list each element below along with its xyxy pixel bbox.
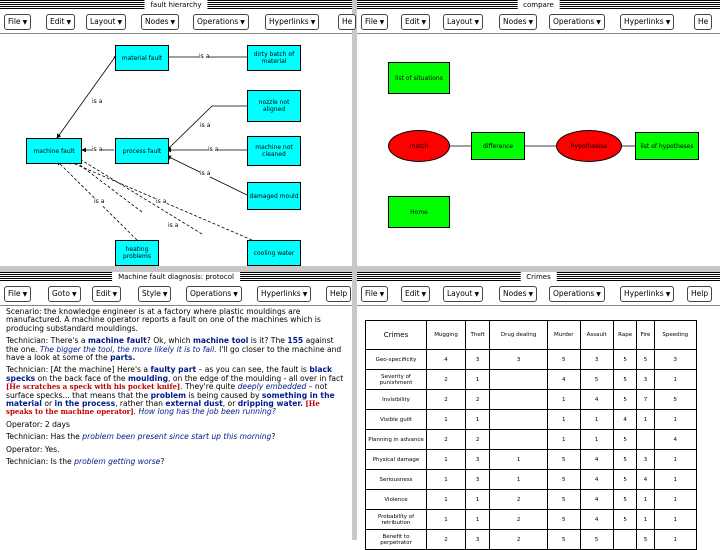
grid-cell[interactable]: 2	[427, 390, 466, 410]
window-title: fault hierarchy	[144, 0, 207, 10]
grid-cell[interactable]: 1	[548, 410, 581, 430]
protocol-text	[6, 308, 344, 471]
row-label[interactable]: Physical damage	[366, 450, 427, 470]
operator-answer-1: Operator: 2 days	[6, 419, 70, 429]
menubar	[0, 11, 352, 34]
grid-cell[interactable]: 5	[613, 350, 637, 370]
hyperlink-155[interactable]: 155	[287, 336, 304, 346]
grid-cell[interactable]: 3	[637, 450, 654, 470]
row-label[interactable]: Invisibility	[366, 390, 427, 410]
hyperlink-moulding[interactable]: moulding	[128, 373, 169, 383]
menu-style[interactable]: Style ▼	[138, 286, 171, 302]
grid-cell[interactable]: 1	[427, 470, 466, 490]
grid-cell[interactable]: 2	[490, 530, 548, 550]
row-label[interactable]: Geo-specificity	[366, 350, 427, 370]
menu-nodes[interactable]: Nodes ▼	[141, 14, 179, 30]
scenario-paragraph: Scenario: the knowledge engineer is at a factory where plastic mouldings are manufactured. A machine operator reports a fault on one of the machines which is producing substandard mouldings.	[6, 307, 321, 333]
triangle-down-icon: ▼	[379, 19, 385, 26]
row-label[interactable]: Benefit to perpetrator	[366, 530, 427, 550]
window-title: compare	[517, 0, 560, 10]
grid-header-row	[366, 321, 697, 350]
grid-cell[interactable]: 2	[466, 430, 490, 450]
grid-cell[interactable]: 1	[580, 430, 613, 450]
column-header[interactable]: Drug dealing	[490, 321, 548, 350]
menu-operations[interactable]: Operations ▼	[549, 286, 605, 302]
grid-cell[interactable]: 1	[654, 530, 696, 550]
grid-cell[interactable]: 5	[613, 470, 637, 490]
menu-operations[interactable]: Operations ▼	[193, 14, 249, 30]
table-row	[366, 510, 697, 530]
grid-cell[interactable]: 3	[580, 350, 613, 370]
menu-file[interactable]: File ▼	[4, 14, 31, 30]
menu-hyperlinks[interactable]: Hyperlinks ▼	[265, 14, 319, 30]
menu-operations[interactable]: Operations ▼	[186, 286, 242, 302]
hyperlink-deeply-embedded[interactable]: deeply embedded	[237, 382, 307, 392]
grid-cell[interactable]: 3	[466, 450, 490, 470]
grid-cell[interactable]: 1	[548, 430, 581, 450]
menu-help[interactable]: He	[694, 14, 712, 30]
menu-edit[interactable]: Edit ▼	[46, 14, 75, 30]
menu-edit[interactable]: Edit ▼	[401, 14, 430, 30]
hyperlink-machine-tool[interactable]: machine tool	[192, 336, 249, 346]
window-titlebar[interactable]	[357, 0, 720, 10]
node-cooling-water[interactable]: cooling water	[247, 240, 301, 266]
node-process-fault[interactable]: process fault	[115, 138, 169, 164]
grid-cell[interactable]: 1	[466, 370, 490, 390]
menu-hyperlinks[interactable]: Hyperlinks ▼	[620, 14, 674, 30]
hyperlink-parts[interactable]: parts.	[110, 353, 136, 363]
hyperlink-faulty-part[interactable]: faulty part	[150, 365, 197, 375]
grid-cell[interactable]: 5	[580, 370, 613, 390]
grid-cell[interactable]: 1	[427, 410, 466, 430]
grid-cell[interactable]: 5	[548, 530, 581, 550]
hyperlink-machine-fault[interactable]: machine fault	[87, 336, 147, 346]
grid-cell[interactable]: 4	[654, 430, 696, 450]
triangle-down-icon: ▼	[71, 291, 77, 298]
hyperlink-problem-present[interactable]: problem been present since start up this morning	[82, 432, 272, 442]
column-header[interactable]: Murder	[548, 321, 581, 350]
grid-cell[interactable]: 2	[490, 490, 548, 510]
annotation-speaks: [He speaks to the machine operator]	[6, 399, 320, 417]
grid-cell[interactable]: 4	[580, 490, 613, 510]
row-label[interactable]: Severity of punishment	[366, 370, 427, 390]
edge-label: is a	[156, 198, 167, 205]
grid-cell[interactable]: 2	[427, 530, 466, 550]
triangle-down-icon: ▼	[22, 19, 28, 26]
grid-cell[interactable]: 1	[637, 510, 654, 530]
hyperlink-dripping-water[interactable]: dripping water.	[237, 399, 303, 409]
graph-canvas[interactable]	[2, 34, 350, 263]
grid-cell[interactable]: 5	[613, 510, 637, 530]
triangle-down-icon: ▼	[665, 19, 671, 26]
fault-hierarchy-window	[0, 0, 352, 266]
grid-cell[interactable]: 4	[427, 350, 466, 370]
grid-cell[interactable]: 1	[427, 490, 466, 510]
triangle-down-icon: ▼	[310, 19, 316, 26]
technician-paragraph-1: Technician: There's a machine fault? Ok, which machine tool is it? The 155 against the one. The bigger the tool, the more likely it is to fail. I'll go closer to the machine and have a look at some of the parts.	[6, 336, 342, 363]
triangle-down-icon: ▼	[112, 291, 118, 298]
triangle-down-icon: ▼	[233, 291, 238, 298]
node-material-fault[interactable]: material fault	[115, 45, 169, 71]
column-header[interactable]: Speeding	[654, 321, 696, 350]
grid-cell[interactable]: 1	[654, 370, 696, 390]
grid-cell[interactable]: 2	[427, 370, 466, 390]
grid-cell[interactable]: 4	[548, 370, 581, 390]
technician-question-3: Technician: Is the problem getting worse?	[6, 457, 165, 467]
grid-cell[interactable]: 5	[548, 490, 581, 510]
menubar	[357, 11, 720, 34]
menu-file[interactable]: File ▼	[361, 286, 388, 302]
node-nozzle[interactable]: nozzle not aligned	[247, 90, 301, 122]
grid-cell[interactable]: 5	[613, 430, 637, 450]
grid-cell[interactable]: 1	[466, 410, 490, 430]
repertory-grid	[365, 320, 697, 550]
triangle-down-icon: ▼	[117, 19, 123, 26]
grid-cell[interactable]	[490, 410, 548, 430]
grid-cell[interactable]: 4	[580, 510, 613, 530]
triangle-down-icon: ▼	[162, 291, 168, 298]
triangle-down-icon: ▼	[421, 19, 427, 26]
triangle-down-icon: ▼	[421, 291, 427, 298]
grid-cell[interactable]	[613, 530, 637, 550]
node-damaged-mould[interactable]: damaged mould	[247, 182, 301, 210]
grid-cell[interactable]: 1	[466, 490, 490, 510]
menu-hyperlinks[interactable]: Hyperlinks ▼	[257, 286, 311, 302]
node-list-of-hypotheses[interactable]: list of hypotheses	[635, 132, 699, 160]
menu-help[interactable]: Help	[687, 286, 712, 302]
grid-cell[interactable]: 4	[580, 450, 613, 470]
hyperlink-material[interactable]: something in the material	[6, 390, 335, 409]
grid-cell[interactable]: 4	[580, 470, 613, 490]
table-row	[366, 390, 697, 410]
grid-cell[interactable]: 2	[466, 390, 490, 410]
menu-nodes[interactable]: Nodes ▼	[499, 14, 537, 30]
node-heating-problems[interactable]: heating problems	[115, 240, 159, 266]
triangle-down-icon: ▼	[474, 291, 480, 298]
grid-cell[interactable]: 2	[427, 430, 466, 450]
hyperlink-bigger-tool[interactable]: The bigger the tool, the more likely it is to fail.	[39, 344, 217, 354]
edge-label: is a	[200, 170, 211, 177]
grid-cell[interactable]	[490, 430, 548, 450]
triangle-down-icon: ▼	[240, 19, 245, 26]
compare-window	[357, 0, 720, 266]
grid-cell[interactable]: 1	[427, 510, 466, 530]
edge-label: is a	[208, 146, 219, 153]
row-label[interactable]: Violence	[366, 490, 427, 510]
column-header[interactable]: Rape	[613, 321, 637, 350]
operator-answer-2: Operator: Yes.	[6, 444, 60, 454]
node-match[interactable]: match	[388, 130, 450, 162]
grid-cell[interactable]: 3	[654, 350, 696, 370]
grid-cell[interactable]: 5	[613, 490, 637, 510]
node-hypothesise[interactable]: hypothesise	[556, 130, 622, 162]
grid-cell[interactable]	[490, 390, 548, 410]
protocol-text-area[interactable]	[2, 308, 350, 537]
technician-paragraph-2: Technician: [At the machine] Here's a faulty part – as you can see, the fault is black specks on the back face of the moulding, on the edge of the moulding - all over in fact [He scratches a speck with his pocket knife]. They're quite deeply embedded – not surface specks... that means that the problem is being caused by something in the material or in the process, rather than external dust, or dripping water. [He speaks to the machine operator]. How long has the job been running?	[6, 365, 344, 417]
grid-cell[interactable]: 1	[654, 450, 696, 470]
triangle-down-icon: ▼	[66, 19, 72, 26]
triangle-down-icon: ▼	[379, 291, 385, 298]
grid-cell[interactable]: 1	[637, 490, 654, 510]
grid-cell[interactable]: 1	[548, 390, 581, 410]
node-not-cleaned[interactable]: machine not cleaned	[247, 136, 301, 166]
grid-cell[interactable]: 3	[466, 470, 490, 490]
edge-label: is a	[199, 53, 210, 60]
node-list-of-situations[interactable]: list of situations	[388, 62, 450, 94]
edge-label: is a	[168, 222, 179, 229]
crimes-window	[357, 272, 720, 546]
grid-cell[interactable]: 5	[613, 370, 637, 390]
grid-cell[interactable]: 2	[490, 510, 548, 530]
menu-layout[interactable]: Layout ▼	[443, 286, 483, 302]
edge-label: is a	[94, 198, 105, 205]
menu-goto[interactable]: Goto ▼	[48, 286, 81, 302]
grid-cell[interactable]: 1	[490, 470, 548, 490]
node-dirty-batch[interactable]: dirty batch of material	[247, 45, 301, 71]
grid-cell[interactable]: 3	[490, 350, 548, 370]
grid-cell[interactable]: 5	[654, 390, 696, 410]
table-row	[366, 470, 697, 490]
menu-operations[interactable]: Operations ▼	[549, 14, 605, 30]
grid-cell[interactable]: 1	[654, 510, 696, 530]
window-title: Crimes	[520, 272, 556, 282]
table-row	[366, 430, 697, 450]
edge-label: is a	[92, 98, 103, 105]
menu-help[interactable]: He	[338, 14, 356, 30]
grid-cell[interactable]: 3	[466, 530, 490, 550]
grid-cell[interactable]: 3	[466, 350, 490, 370]
hyperlink-process[interactable]: in the process	[54, 399, 116, 409]
triangle-down-icon: ▼	[528, 19, 534, 26]
graph-canvas[interactable]	[359, 34, 718, 263]
edge-label: is a	[92, 146, 103, 153]
hyperlink-how-long[interactable]: . How long has the job been running?	[133, 407, 276, 417]
table-row	[366, 350, 697, 370]
grid-cell[interactable]: 1	[654, 410, 696, 430]
column-header[interactable]: Fire	[637, 321, 654, 350]
grid-cell[interactable]: 5	[613, 390, 637, 410]
technician-question-2: Technician: Has the problem been present since start up this morning?	[6, 432, 276, 442]
menu-layout[interactable]: Layout ▼	[86, 14, 126, 30]
grid-cell[interactable]: 5	[580, 530, 613, 550]
triangle-down-icon: ▼	[528, 291, 534, 298]
menu-hyperlinks[interactable]: Hyperlinks ▼	[620, 286, 674, 302]
column-header[interactable]: Mugging	[427, 321, 466, 350]
triangle-down-icon: ▼	[596, 291, 601, 298]
row-label[interactable]: Planning in advance	[366, 430, 427, 450]
grid-cell[interactable]	[490, 370, 548, 390]
window-titlebar[interactable]	[357, 272, 720, 282]
grid-cell[interactable]: 5	[548, 350, 581, 370]
menu-file[interactable]: File ▼	[361, 14, 388, 30]
grid-cell[interactable]: 1	[637, 410, 654, 430]
grid-cell[interactable]: 5	[548, 450, 581, 470]
menu-help[interactable]: Help	[326, 286, 351, 302]
menu-file[interactable]: File ▼	[4, 286, 31, 302]
row-label[interactable]: Visible guilt	[366, 410, 427, 430]
triangle-down-icon: ▼	[302, 291, 308, 298]
hyperlink-external-dust[interactable]: external dust	[165, 399, 223, 409]
table-row	[366, 370, 697, 390]
menu-edit[interactable]: Edit ▼	[92, 286, 121, 302]
grid-cell[interactable]: 1	[580, 410, 613, 430]
menubar	[0, 283, 352, 306]
triangle-down-icon: ▼	[474, 19, 480, 26]
edge-label: is a	[200, 122, 211, 129]
table-row	[366, 530, 697, 550]
table-row	[366, 410, 697, 430]
node-machine-fault[interactable]: machine fault	[26, 138, 82, 164]
triangle-down-icon: ▼	[665, 291, 671, 298]
window-titlebar[interactable]	[0, 272, 352, 282]
menu-edit[interactable]: Edit ▼	[401, 286, 430, 302]
grid-corner-label[interactable]: Crimes	[366, 321, 427, 350]
column-header[interactable]: Assault	[580, 321, 613, 350]
table-row	[366, 490, 697, 510]
menubar	[357, 283, 720, 306]
triangle-down-icon: ▼	[170, 19, 176, 26]
row-label[interactable]: Seriousness	[366, 470, 427, 490]
grid-cell[interactable]: 5	[613, 450, 637, 470]
grid-cell[interactable]: 1	[654, 470, 696, 490]
protocol-window	[0, 272, 352, 540]
grid-cell[interactable]: 3	[637, 370, 654, 390]
node-difference[interactable]: difference	[471, 132, 525, 160]
grid-cell[interactable]: 5	[637, 350, 654, 370]
node-home[interactable]: Home	[388, 196, 450, 228]
hyperlink-black-specks[interactable]: black specks	[6, 365, 333, 383]
grid-cell[interactable]: 1	[466, 510, 490, 530]
grid-cell[interactable]	[637, 430, 654, 450]
grid-cell[interactable]: 4	[637, 470, 654, 490]
hyperlink-getting-worse[interactable]: problem getting worse	[74, 457, 161, 467]
grid-cell[interactable]: 7	[637, 390, 654, 410]
grid-cell[interactable]: 5	[637, 530, 654, 550]
triangle-down-icon: ▼	[22, 291, 28, 298]
grid-cell[interactable]: 4	[613, 410, 637, 430]
grid-cell[interactable]: 1	[490, 450, 548, 470]
window-title: Machine fault diagnosis: protocol	[112, 272, 240, 282]
menu-nodes[interactable]: Nodes ▼	[499, 286, 537, 302]
repertory-grid-area[interactable]	[359, 306, 718, 546]
annotation-scratch: [He scratches a speck with his pocket knife]	[6, 382, 181, 392]
grid-cell[interactable]: 5	[548, 510, 581, 530]
grid-cell[interactable]: 1	[427, 450, 466, 470]
triangle-down-icon: ▼	[596, 19, 601, 26]
table-row	[366, 450, 697, 470]
grid-cell[interactable]: 4	[580, 390, 613, 410]
grid-cell[interactable]: 5	[548, 470, 581, 490]
hyperlink-problem[interactable]: problem	[150, 390, 187, 400]
grid-cell[interactable]: 1	[654, 490, 696, 510]
window-titlebar[interactable]	[0, 0, 352, 10]
menu-layout[interactable]: Layout ▼	[443, 14, 483, 30]
row-label[interactable]: Probability of retribution	[366, 510, 427, 530]
column-header[interactable]: Theft	[466, 321, 490, 350]
